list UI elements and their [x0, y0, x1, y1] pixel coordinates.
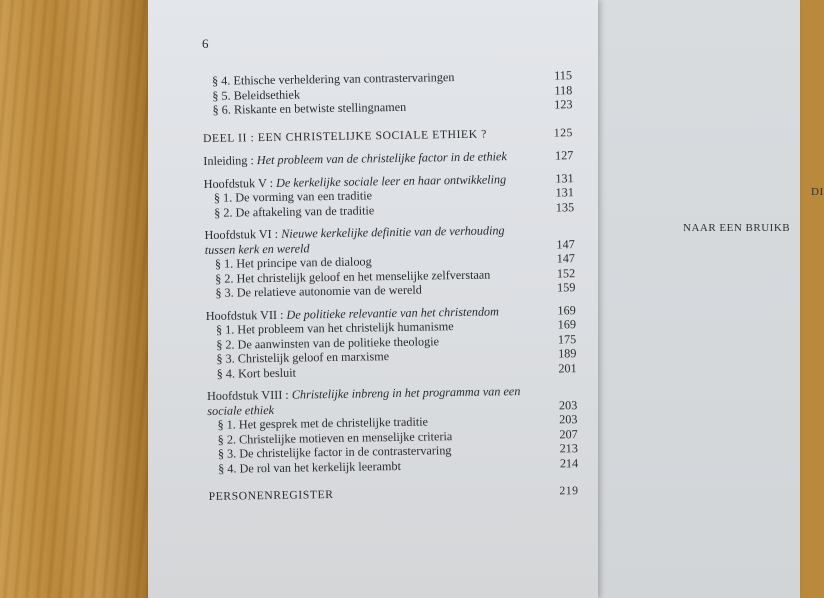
toc-entry [209, 484, 579, 504]
toc-entry-title: § 3. De christelijke factor in de contrastervaring [217, 443, 452, 461]
toc-entry-page: 207 [559, 426, 578, 441]
toc-entry-page: 203 [558, 397, 578, 412]
toc-entry [203, 126, 573, 146]
toc-entry-page: 123 [554, 97, 573, 112]
toc-entry-label: Nieuwe kerkelijke definitie van de verhouding tussen kerk en wereld [204, 223, 505, 257]
toc-entry-page: 125 [553, 125, 574, 139]
toc-entry-page: 135 [555, 199, 575, 214]
toc-entry-title: § 1. Het gesprek met de christelijke traditie [217, 414, 429, 432]
toc-entry-title: § 1. De vorming van een traditie [213, 188, 373, 205]
right-page [583, 0, 824, 598]
toc-entry-page: 169 [557, 317, 577, 332]
toc-entry-page: 175 [557, 331, 577, 346]
toc-entry-prefix: Hoofdstuk VIII : [206, 387, 292, 403]
toc-entry-label: Het probleem van de christelijke factor in de ethiek [256, 149, 507, 168]
toc-entry-page: 219 [559, 484, 579, 498]
toc-entry-title: PERSONENREGISTER [208, 487, 334, 503]
toc-entry-page: 115 [554, 68, 573, 83]
toc-entry-title: § 5. Beleidsethiek [212, 86, 301, 103]
toc-entry-page: 118 [554, 82, 573, 97]
toc-entry-title: § 4. Kort besluit [216, 365, 297, 381]
toc-entry-title: § 1. Het principe van de dialoog [214, 254, 372, 271]
toc-entry-label: De kerkelijke sociale leer en haar ontwikkeling [275, 171, 507, 190]
toc-entry-title: § 4. Ethische verheldering van contrastervaringen [211, 70, 455, 88]
toc-entry-title: § 2. De aanwinsten van de politieke theologie [216, 333, 440, 352]
toc-entry-title: DEEL II : EEN CHRISTELIJKE SOCIALE ETHIEK ? [202, 127, 488, 145]
toc-entry-title: § 1. Het probleem van het christelijk humanisme [215, 319, 454, 337]
toc-entry-page: 201 [558, 360, 577, 375]
toc-entry-page: 131 [555, 170, 574, 185]
toc-entry-page: 213 [559, 441, 579, 456]
toc-entry-page: 152 [556, 265, 576, 280]
toc-entry-page: 203 [559, 412, 578, 427]
toc-entry-title [203, 148, 573, 168]
toc-entry-prefix: Hoofdstuk VI : [204, 226, 282, 242]
toc-entry-page: 189 [558, 346, 577, 361]
table-of-contents [202, 68, 579, 504]
book-page [148, 0, 598, 598]
toc-entry-label: Christelijke inbreng in het programma van een sociale ethiek [207, 384, 521, 418]
toc-entry-page: 159 [557, 280, 576, 295]
toc-entry-page: 147 [556, 236, 575, 251]
toc-entry-page: 131 [555, 185, 575, 200]
toc-entry-title: § 2. De aftakeling van de traditie [214, 202, 375, 220]
toc-entry-page: 147 [556, 251, 576, 266]
toc-entry-page: 169 [557, 302, 576, 317]
toc-entry-prefix: Inleiding : [203, 153, 257, 168]
toc-entry-prefix: Hoofdstuk V : [203, 175, 277, 191]
toc-entry-title: § 3. De relatieve autonomie van de wereld [215, 282, 422, 300]
toc-entry-page: 214 [559, 455, 579, 470]
toc-entry [203, 148, 573, 168]
toc-entry-title: § 6. Riskante en betwiste stellingnamen [212, 99, 407, 117]
right-page-fragment-2: NAAR EEN BRUIKB [683, 222, 791, 234]
page-number: 6 [202, 36, 209, 51]
toc-entry-title: § 3. Christelijk geloof en marxisme [216, 349, 390, 366]
toc-entry-prefix: Hoofdstuk VII : [205, 307, 287, 323]
toc-entry-title: § 2. Het christelijk geloof en het menselijke zelfverstaan [215, 266, 491, 286]
right-page-fragment-1: DI [811, 186, 824, 198]
toc-entry-page: 127 [554, 148, 574, 163]
toc-entry-label: De politieke relevantie van het christendom [286, 303, 499, 322]
toc-entry-title: § 2. Christelijke motieven en menselijke criteria [217, 428, 453, 447]
toc-entry-title: § 4. De rol van het kerkelijk leerambt [218, 458, 402, 476]
